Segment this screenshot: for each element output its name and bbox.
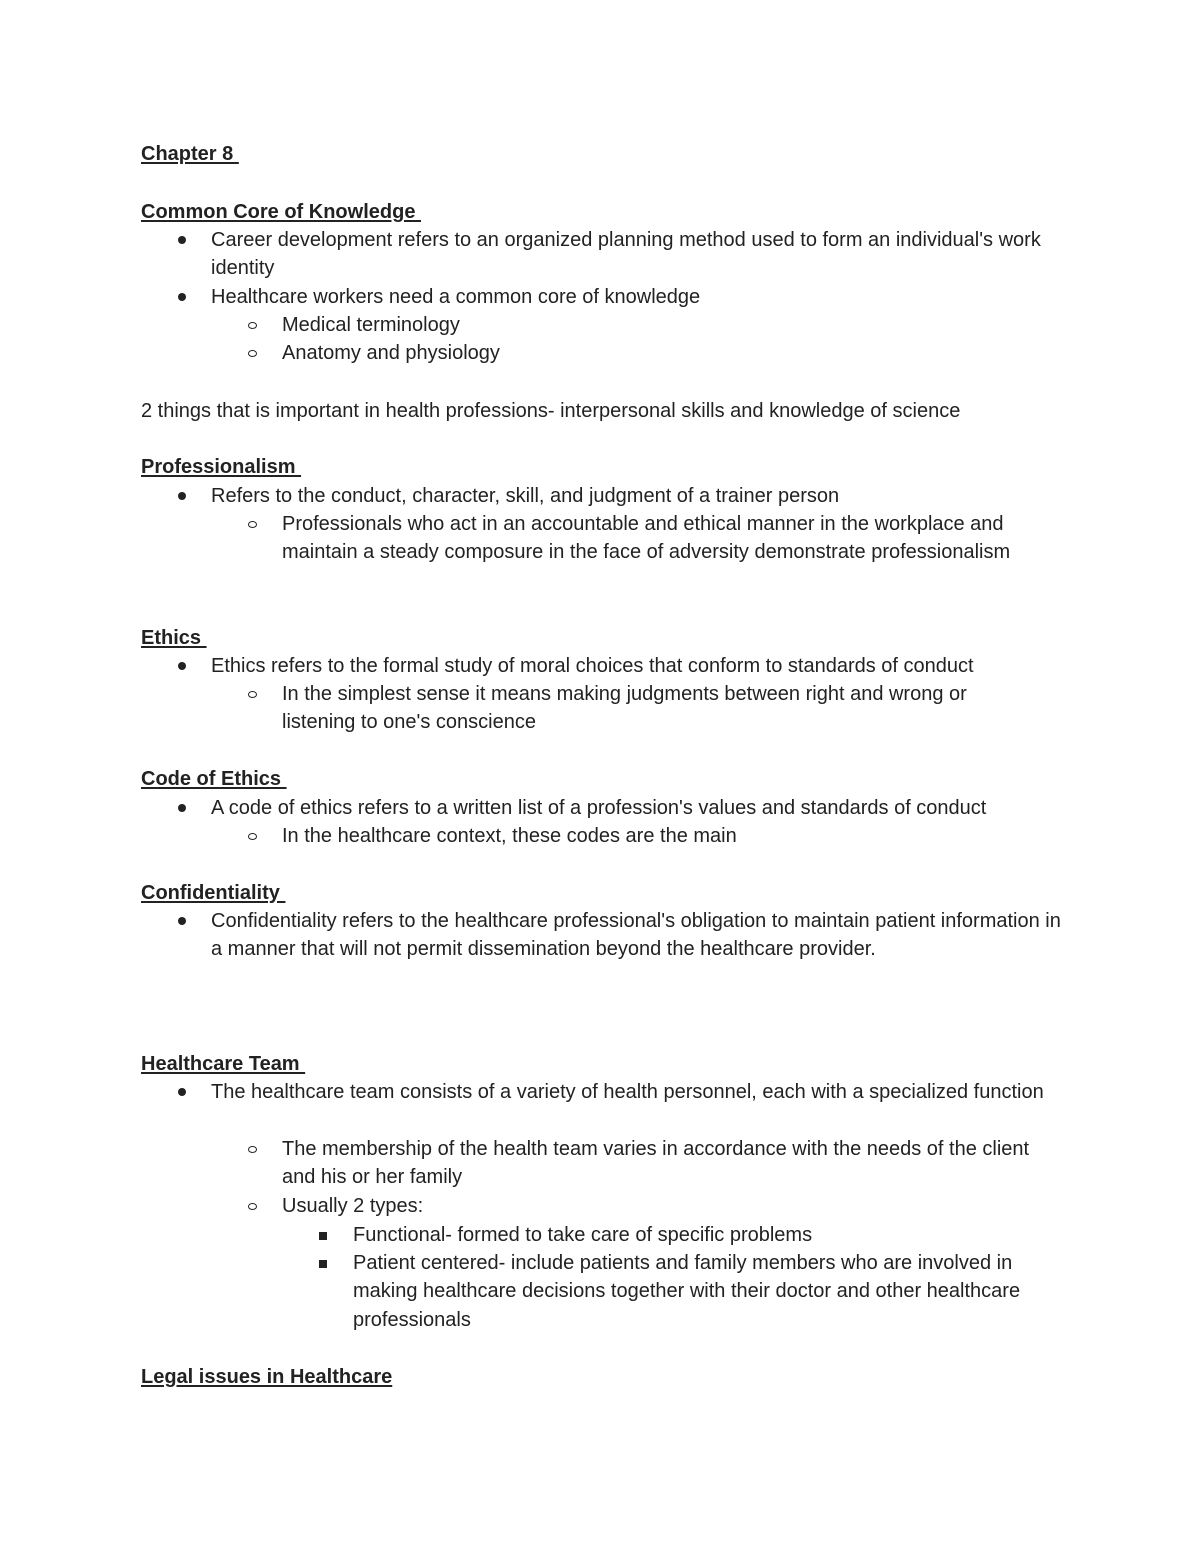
list-item <box>211 283 1071 311</box>
heading-code-of-ethics: Code of Ethics <box>141 768 287 790</box>
heading-professionalism: Professionalism <box>141 456 302 478</box>
list-item <box>211 226 1071 283</box>
list-item-text: Anatomy and physiology <box>282 342 500 364</box>
list-item-text: A code of ethics refers to a written list of a profession's values and standards of conduct <box>211 797 987 819</box>
list-item-text: Functional- formed to take care of specific problems <box>353 1224 813 1246</box>
filled-circle-bullet-icon <box>178 662 186 670</box>
list-item-text: Confidentiality refers to the healthcare professional's obligation to maintain patient information in a manner that will not permit dissemination beyond the healthcare provider. <box>211 910 1061 961</box>
heading-healthcare-team: Healthcare Team <box>141 1053 306 1075</box>
list-item <box>282 680 1042 737</box>
list-item-text: Healthcare workers need a common core of knowledge <box>211 286 701 308</box>
filled-circle-bullet-icon <box>178 804 186 812</box>
list-item-text: Usually 2 types: <box>282 1195 424 1217</box>
list-item <box>282 311 1042 339</box>
list-item-text: The healthcare team consists of a variety of health personnel, each with a specialized function <box>211 1081 1044 1103</box>
hollow-circle-bullet-icon <box>248 322 257 329</box>
list-item-text: Medical terminology <box>282 314 460 336</box>
square-bullet-icon <box>319 1260 327 1268</box>
list-item-text: Ethics refers to the formal study of moral choices that conform to standards of conduct <box>211 655 974 677</box>
list-item <box>211 907 1071 964</box>
list-item <box>211 1078 1071 1106</box>
list-item <box>211 794 1071 822</box>
heading-confidentiality: Confidentiality <box>141 882 286 904</box>
filled-circle-bullet-icon <box>178 917 186 925</box>
list-item-text: Patient centered- include patients and family members who are involved in making healthcare decisions together with their doctor and other healthcare professionals <box>353 1252 1021 1331</box>
heading-legal-issues: Legal issues in Healthcare <box>141 1366 393 1388</box>
list-item <box>282 339 1042 367</box>
list-item <box>211 482 1071 510</box>
filled-circle-bullet-icon <box>178 236 186 244</box>
list-item-text: The membership of the health team varies in accordance with the needs of the client and his or her family <box>282 1138 1030 1189</box>
list-item-text: In the healthcare context, these codes are the main <box>282 825 737 847</box>
hollow-circle-bullet-icon <box>248 833 257 840</box>
list-item-text: Refers to the conduct, character, skill, and judgment of a trainer person <box>211 485 840 507</box>
list-item <box>353 1221 1053 1249</box>
list-item <box>282 1192 1042 1220</box>
heading-ethics: Ethics <box>141 627 207 649</box>
list-item <box>282 510 1042 567</box>
list-item <box>211 652 1071 680</box>
hollow-circle-bullet-icon <box>248 691 257 698</box>
list-item-text: In the simplest sense it means making judgments between right and wrong or listening to one's conscience <box>282 683 967 734</box>
list-item <box>282 1135 1042 1192</box>
square-bullet-icon <box>319 1232 327 1240</box>
list-item-text: Professionals who act in an accountable and ethical manner in the workplace and maintain a steady composure in the face of adversity demonstrate professionalism <box>282 513 1011 564</box>
hollow-circle-bullet-icon <box>248 1203 257 1210</box>
heading-common-core: Common Core of Knowledge <box>141 201 421 223</box>
chapter-title: Chapter 8 <box>141 143 239 165</box>
list-item-text: Career development refers to an organized planning method used to form an individual's work identity <box>211 229 1041 280</box>
hollow-circle-bullet-icon <box>248 350 257 357</box>
hollow-circle-bullet-icon <box>248 1146 257 1153</box>
note-paragraph: 2 things that is important in health professions- interpersonal skills and knowledge of science <box>141 400 961 422</box>
filled-circle-bullet-icon <box>178 1088 186 1096</box>
filled-circle-bullet-icon <box>178 492 186 500</box>
hollow-circle-bullet-icon <box>248 521 257 528</box>
list-item <box>353 1249 1053 1334</box>
list-item <box>282 822 1042 850</box>
filled-circle-bullet-icon <box>178 293 186 301</box>
